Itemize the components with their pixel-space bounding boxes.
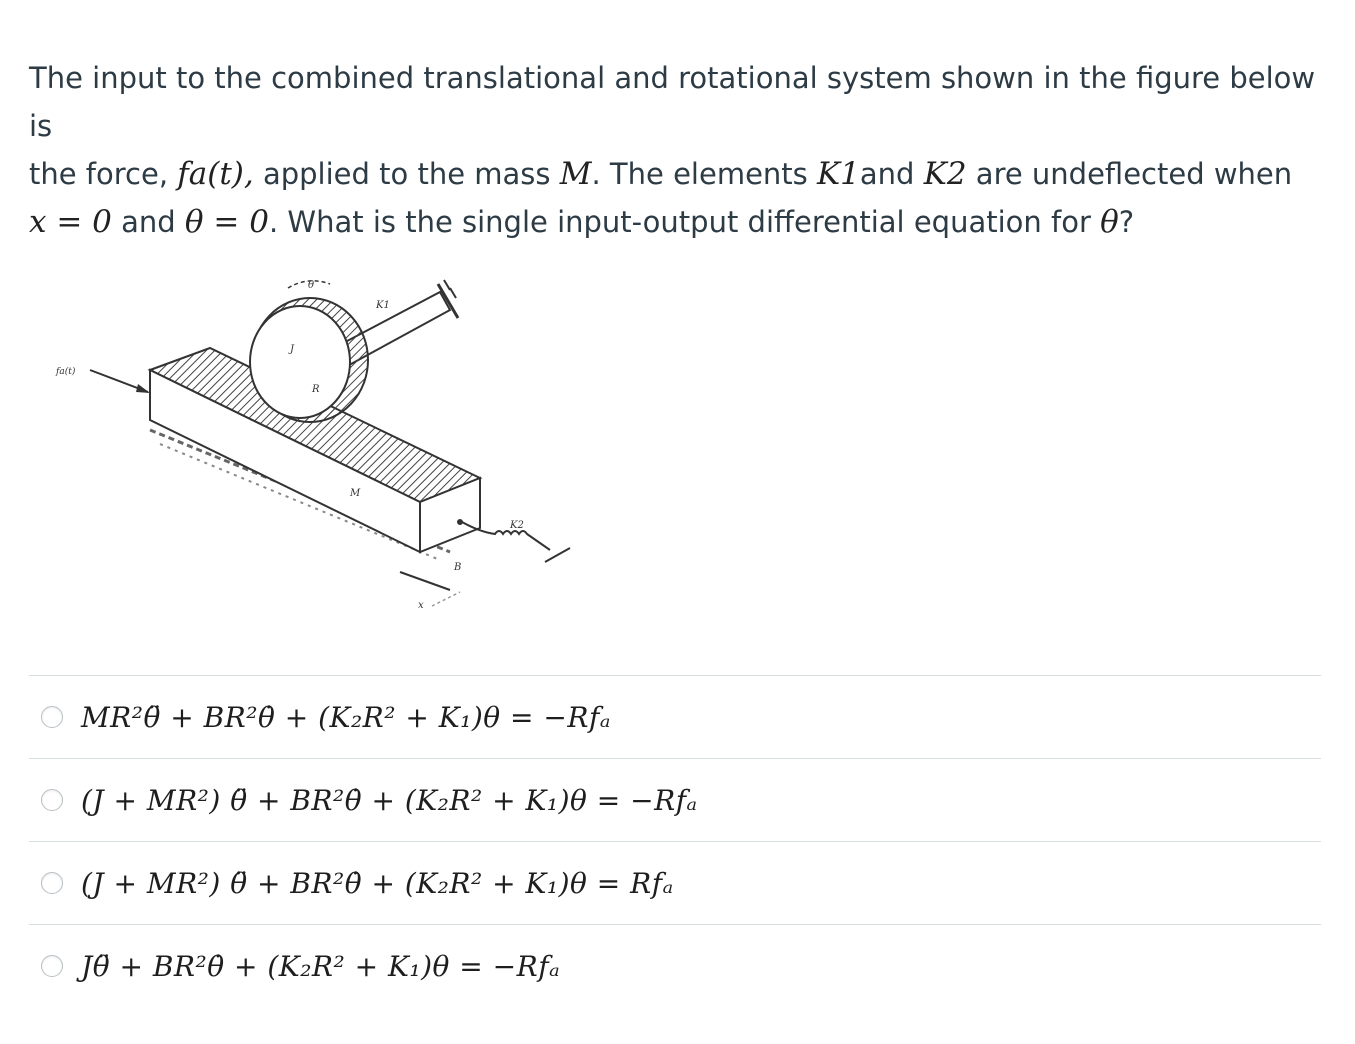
text-segment: . The elements [591,157,818,191]
answer-equation: (J + MR²) θ̈ + BR²θ̇ + (K₂R² + K₁)θ = Rfₐ [81,866,674,900]
answer-list [29,675,1321,1007]
fa-label: fa(t) [56,367,76,377]
text-segment: ? [1118,205,1135,239]
theta-symbol: θ [1100,204,1119,240]
answer-option-3[interactable] [29,841,1321,924]
answer-option-4[interactable] [29,924,1321,1007]
r-label: R [312,384,320,395]
force-arrow [90,370,150,393]
text-segment: the force, [29,157,169,191]
text-segment: and [859,157,924,191]
x-label: x [418,600,424,611]
theta-condition: θ = 0 [184,204,269,240]
disk [250,281,368,422]
question-text [29,54,1329,246]
x-arrow [400,572,460,606]
radio-button[interactable] [41,706,63,728]
answer-equation: MR²θ̈ + BR²θ̇ + (K₂R² + K₁)θ = −Rfₐ [81,700,611,734]
text-segment: applied to the mass [253,157,560,191]
text-segment: are undeflected when [966,157,1293,191]
b-label: B [454,562,462,573]
theta-label: θ [308,280,315,291]
text-segment: and [111,205,185,239]
k1-label: K1 [376,300,390,311]
system-figure [40,270,600,630]
answer-option-1[interactable] [29,675,1321,758]
answer-equation: Jθ̈ + BR²θ̇ + (K₂R² + K₁)θ = −Rfₐ [81,949,561,983]
k2-symbol: K2 [923,156,967,192]
radio-button[interactable] [41,872,63,894]
m-label: M [350,488,361,499]
radio-button[interactable] [41,789,63,811]
force-symbol: fa(t), [177,156,254,192]
question-line-3 [29,198,1329,246]
k2-label: K2 [510,520,524,531]
k1-symbol: K1 [817,156,860,192]
answer-option-2[interactable] [29,758,1321,841]
question-line-2 [29,150,1329,198]
question-line-1: The input to the combined translational and rotational system shown in the figure below is [29,61,1316,143]
j-label: J [290,344,295,355]
mass-symbol: M [559,156,592,192]
x-condition: x = 0 [29,204,112,240]
text-segment: . What is the single input-output differential equation for [268,205,1101,239]
radio-button[interactable] [41,955,63,977]
answer-equation: (J + MR²) θ̈ + BR²θ̇ + (K₂R² + K₁)θ = −Rfₐ [81,783,698,817]
